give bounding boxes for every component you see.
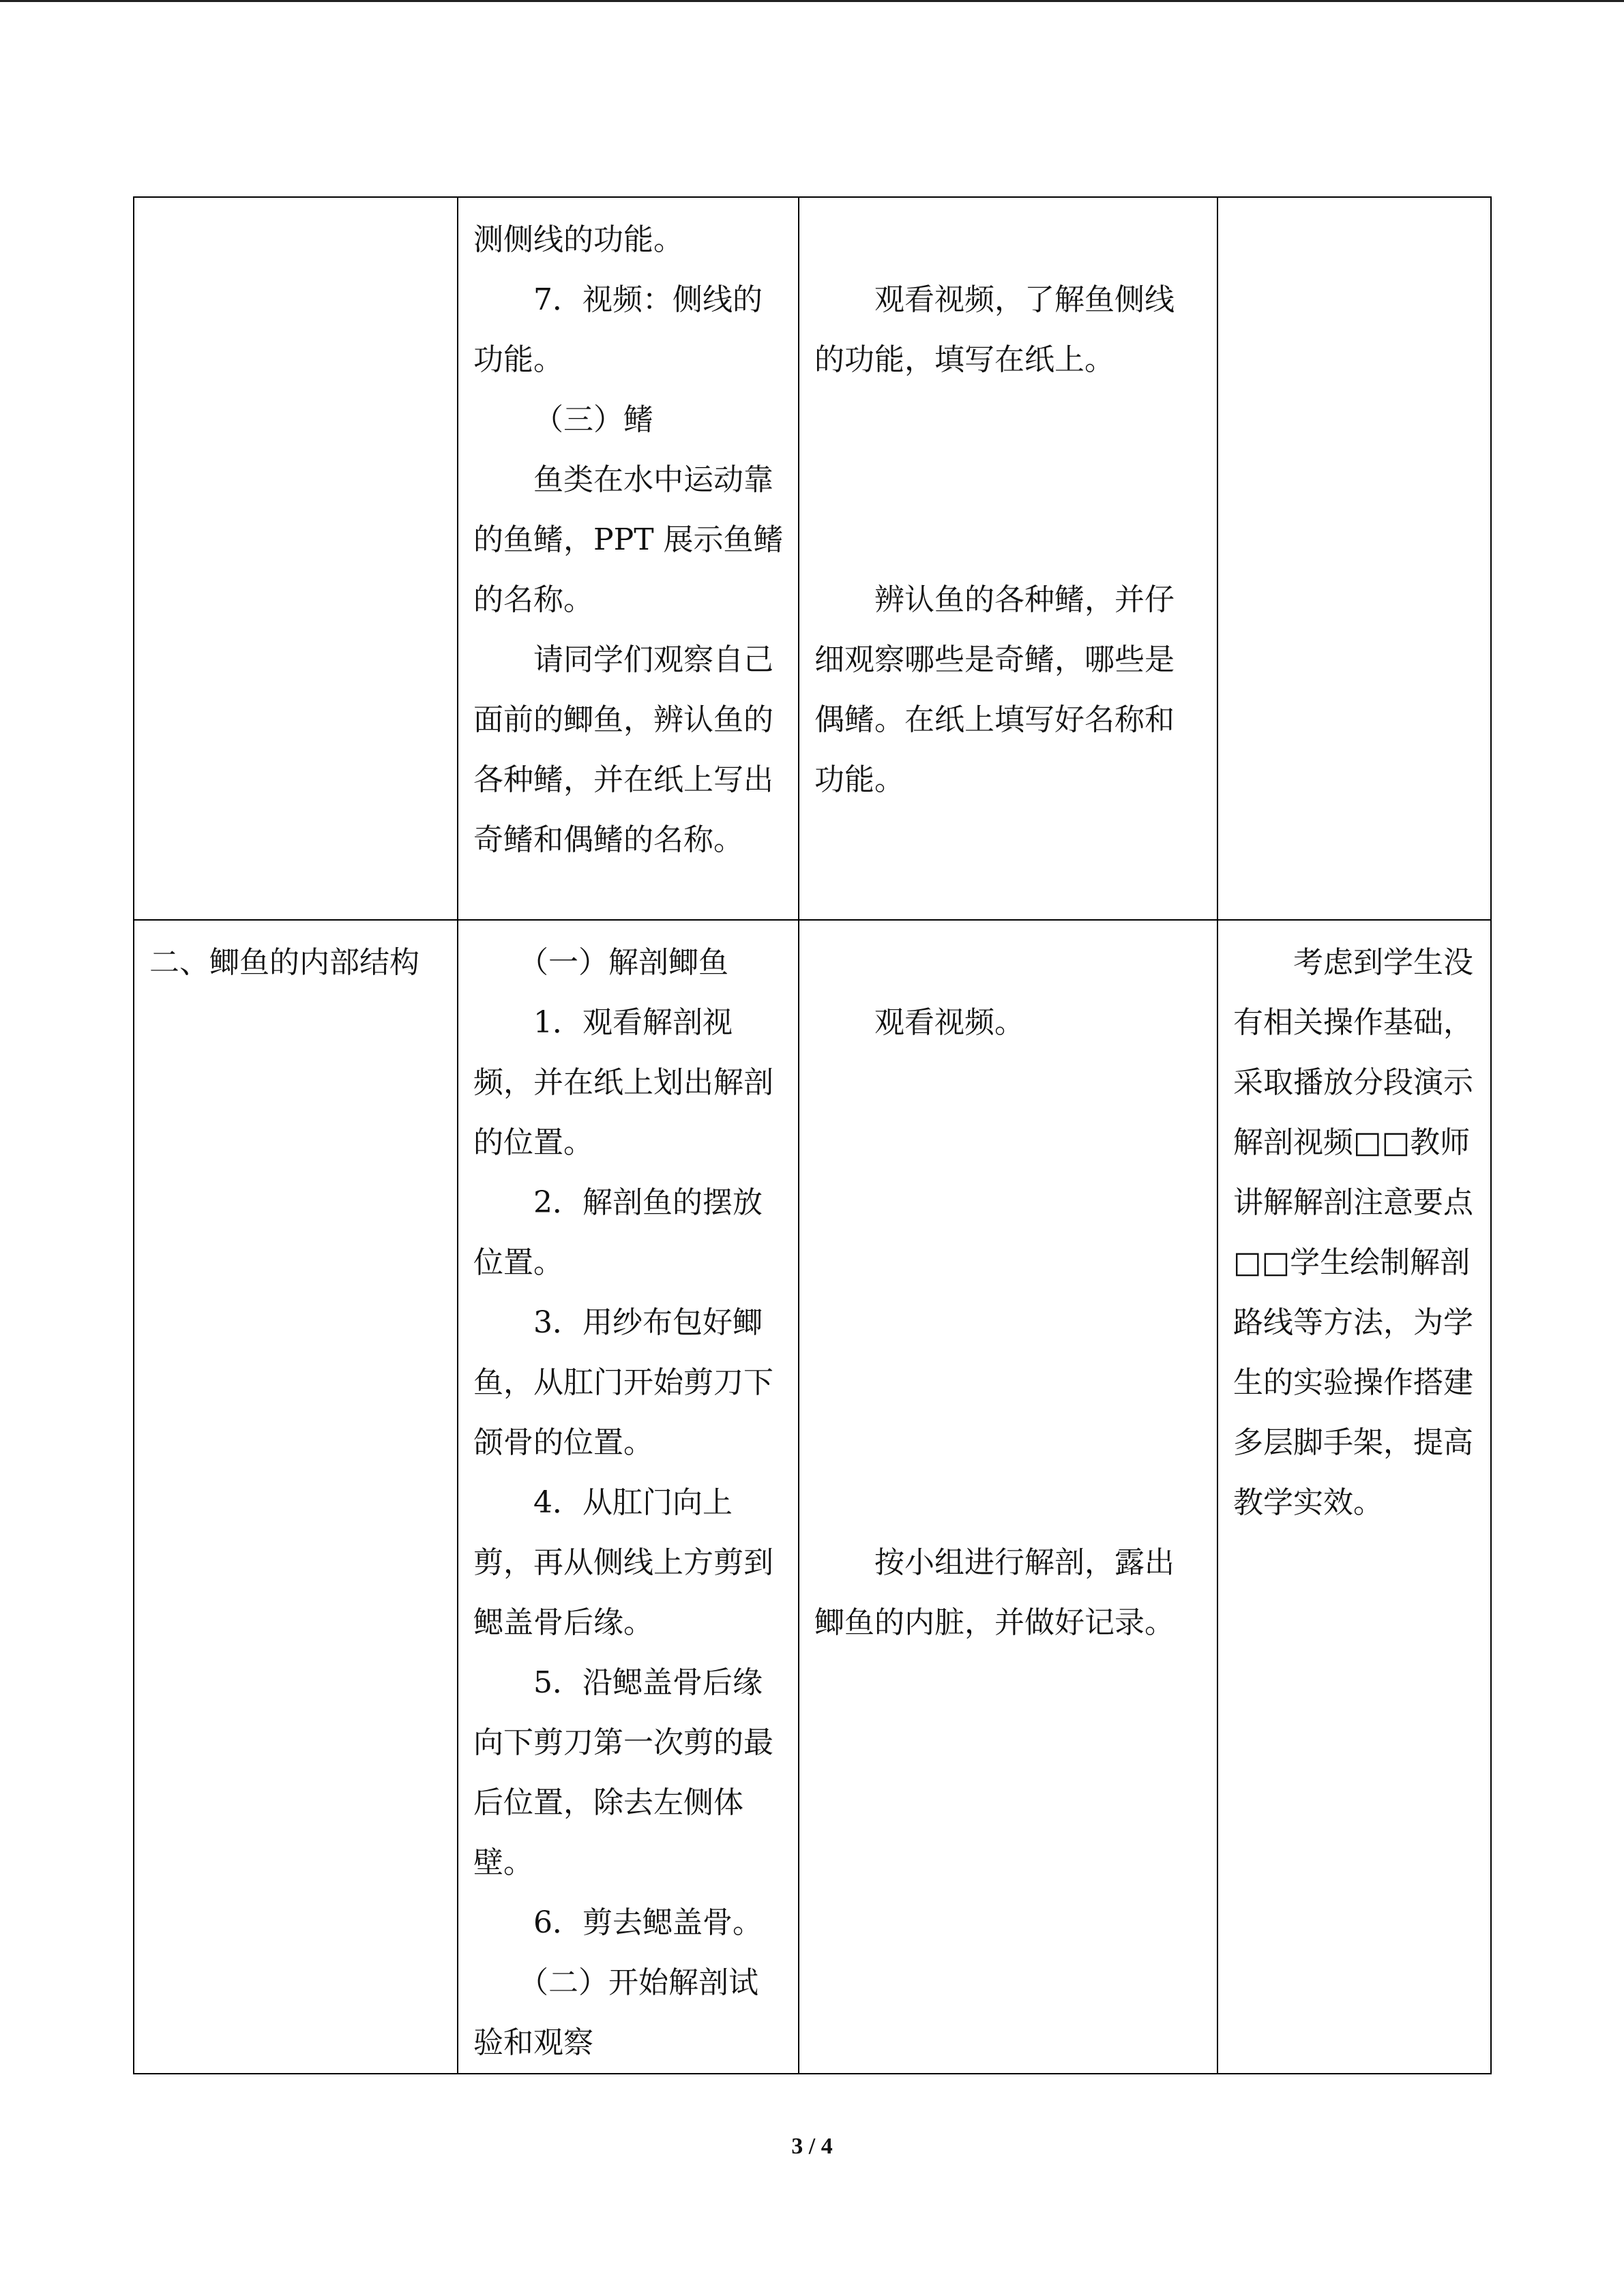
teacher-text: 7．视频：侧线的功能。 (473, 282, 763, 377)
teacher-subheading: （三）鳍 (533, 402, 653, 437)
student-text: 辨认鱼的各种鳍，并仔细观察哪些是奇鳍，哪些是偶鳍。在纸上填写好名称和功能。 (814, 582, 1175, 797)
intent-text: 考虑到学生没有相关操作基础，采取播放分段演示解剖视频□□教师讲解解剖注意要点□□学生绘制解剖路线等方法，为学生的实验操作搭建多层脚手架，提高教学实效。 (1233, 945, 1473, 1520)
student-text: 观看视频，了解鱼侧线的功能，填写在纸上。 (814, 282, 1175, 377)
table-row (134, 920, 1491, 2074)
teacher-text: 5．沿鳃盖骨后缘向下剪刀第一次剪的最后位置，除去左侧体壁。 (473, 1665, 773, 1880)
teacher-text: 4．从肛门向上剪，再从侧线上方剪到鳃盖骨后缘。 (473, 1485, 773, 1640)
student-text: 按小组进行解剖，露出鲫鱼的内脏，并做好记录。 (814, 1545, 1175, 1640)
teacher-subheading: （一）解剖鲫鱼 (518, 945, 728, 980)
teacher-text: 3．用纱布包好鲫鱼，从肛门开始剪刀下颌骨的位置。 (473, 1305, 773, 1460)
teacher-activity-cell (458, 197, 799, 920)
lesson-plan-table (133, 196, 1492, 2074)
page-number: 3 / 4 (791, 2134, 833, 2159)
page-top-border (0, 0, 1624, 2)
teacher-subheading: （二）开始解剖试验和观察 (473, 1965, 758, 2060)
teacher-activity-cell (458, 920, 799, 2074)
design-intent-cell (1217, 197, 1491, 920)
teacher-text: 请同学们观察自己面前的鲫鱼，辨认鱼的各种鳍，并在纸上写出奇鳍和偶鳍的名称。 (473, 642, 773, 857)
student-text: 观看视频。 (874, 1005, 1024, 1040)
section-cell (134, 197, 458, 920)
student-activity-cell (799, 920, 1217, 2074)
section-title: 二、鲫鱼的内部结构 (149, 945, 419, 980)
section-cell (134, 920, 458, 2074)
teacher-text: 2．解剖鱼的摆放位置。 (473, 1185, 763, 1280)
teacher-text: 鱼类在水中运动靠的鱼鳍，PPT 展示鱼鳍的名称。 (473, 462, 784, 617)
teacher-text: 测侧线的功能。 (473, 222, 683, 257)
design-intent-cell (1217, 920, 1491, 2074)
teacher-text: 1．观看解剖视频，并在纸上划出解剖的位置。 (473, 1005, 773, 1160)
student-activity-cell (799, 197, 1217, 920)
table-row (134, 197, 1491, 920)
teacher-text: 6．剪去鳃盖骨。 (533, 1905, 763, 1940)
